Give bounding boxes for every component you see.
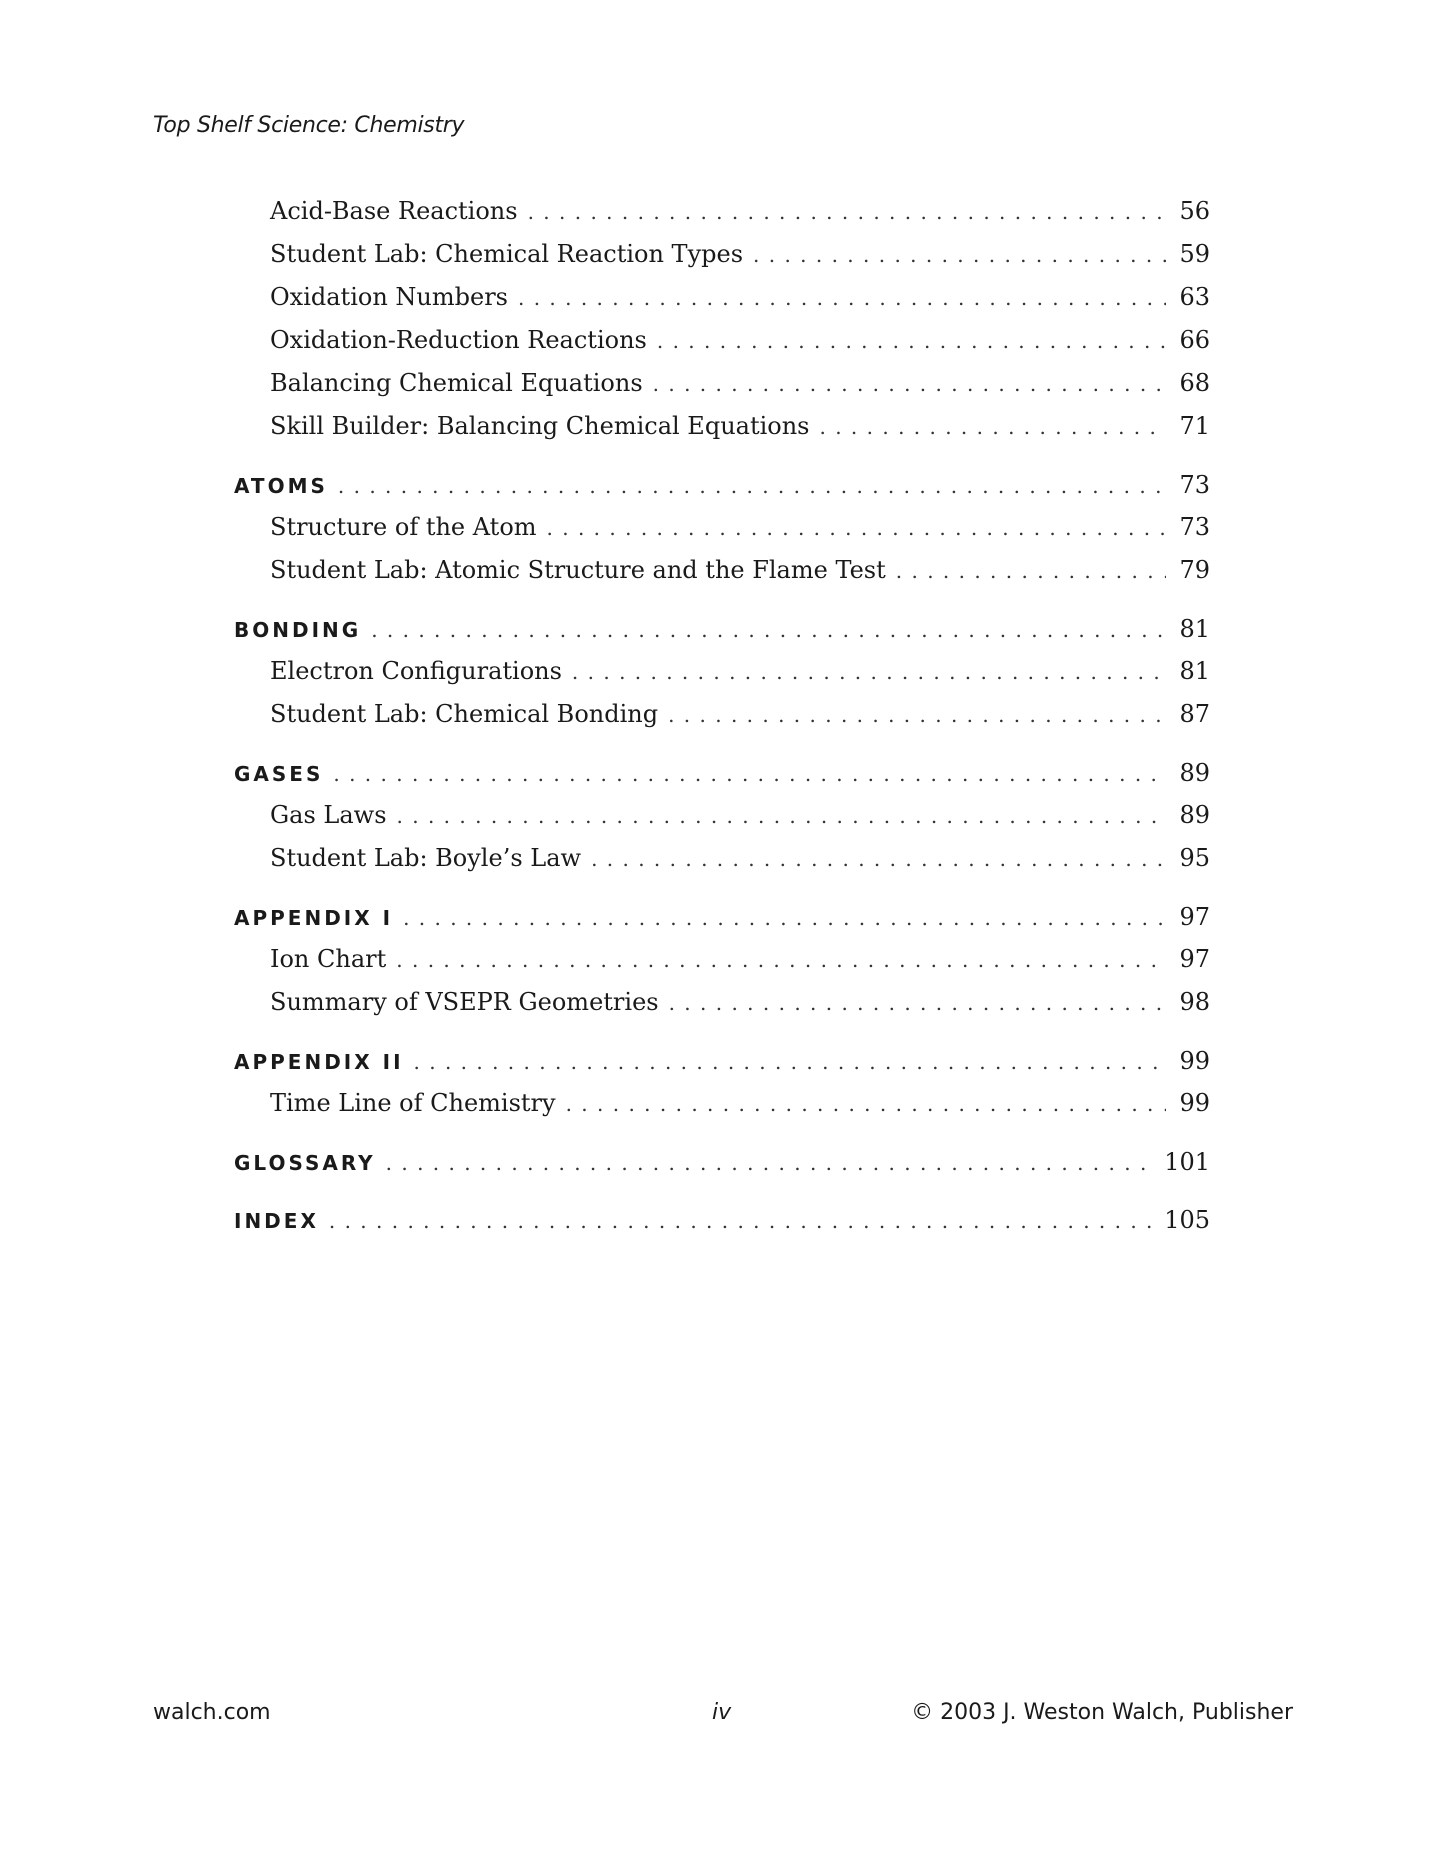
toc-entry-title: ATOMS — [234, 474, 328, 498]
running-head: Top Shelf Science: Chemistry — [153, 113, 465, 138]
toc-entry[interactable] — [234, 405, 1210, 448]
toc-entry-title: Gas Laws — [270, 801, 387, 829]
toc-page-number: 97 — [1179, 945, 1210, 973]
dot-leader — [397, 795, 1166, 838]
footer-page-number: iv — [712, 1700, 732, 1725]
toc-page-number: 89 — [1179, 801, 1210, 829]
dot-leader — [403, 897, 1166, 939]
toc-page-number: 89 — [1179, 759, 1210, 787]
toc-entry-title: BONDING — [234, 618, 362, 642]
dot-leader — [820, 406, 1167, 449]
toc-page-number: 101 — [1164, 1148, 1210, 1176]
toc-entry[interactable] — [234, 837, 1210, 880]
toc-entry-title: Structure of the Atom — [270, 513, 537, 541]
toc-page-number: 68 — [1179, 369, 1210, 397]
footer-copyright: © 2003 J. Weston Walch, Publisher — [911, 1700, 1293, 1725]
dot-leader — [668, 694, 1166, 737]
toc-section — [234, 896, 1210, 1024]
toc-entry-title: Time Line of Chemistry — [270, 1089, 556, 1117]
toc-page-number: 99 — [1179, 1047, 1210, 1075]
toc-entry[interactable] — [234, 506, 1210, 549]
toc-page-number: 81 — [1179, 615, 1210, 643]
toc-section — [234, 1040, 1210, 1125]
toc-section — [234, 190, 1210, 448]
table-of-contents — [234, 190, 1210, 1257]
toc-section-heading[interactable] — [234, 464, 1210, 506]
toc-entry-title: Student Lab: Boyle’s Law — [270, 844, 582, 872]
toc-entry[interactable] — [234, 319, 1210, 362]
toc-entry-title: Student Lab: Atomic Structure and the Flame Test — [270, 556, 886, 584]
toc-section-heading[interactable] — [234, 608, 1210, 650]
dot-leader — [753, 234, 1166, 277]
toc-entry-title: APPENDIX I — [234, 906, 394, 930]
dot-leader — [547, 507, 1166, 550]
dot-leader — [333, 753, 1166, 795]
toc-section-heading[interactable] — [234, 1040, 1210, 1082]
toc-page-number: 95 — [1179, 844, 1210, 872]
toc-page-number: 87 — [1179, 700, 1210, 728]
toc-section — [234, 464, 1210, 592]
toc-section-heading[interactable] — [234, 752, 1210, 794]
toc-entry-title: Student Lab: Chemical Bonding — [270, 700, 659, 728]
footer-website: walch.com — [153, 1700, 271, 1725]
toc-section — [234, 608, 1210, 736]
toc-entry-title: Oxidation Numbers — [270, 283, 508, 311]
toc-page-number: 81 — [1179, 657, 1210, 685]
dot-leader — [669, 982, 1166, 1025]
toc-entry[interactable] — [234, 233, 1210, 276]
toc-entry-title: Acid-Base Reactions — [270, 197, 518, 225]
toc-entry-title: Student Lab: Chemical Reaction Types — [270, 240, 744, 268]
toc-entry-title: Balancing Chemical Equations — [270, 369, 643, 397]
toc-entry[interactable] — [234, 938, 1210, 981]
dot-leader — [518, 277, 1166, 320]
dot-leader — [371, 609, 1166, 651]
toc-page-number: 66 — [1179, 326, 1210, 354]
toc-entry[interactable] — [234, 276, 1210, 319]
toc-section-heading[interactable] — [234, 1141, 1210, 1183]
toc-page-number: 56 — [1179, 197, 1210, 225]
toc-entry[interactable] — [234, 190, 1210, 233]
toc-page-number: 73 — [1179, 513, 1210, 541]
toc-section — [234, 752, 1210, 880]
dot-leader — [338, 465, 1166, 507]
dot-leader — [414, 1041, 1166, 1083]
toc-entry[interactable] — [234, 794, 1210, 837]
dot-leader — [591, 838, 1166, 881]
toc-page-number: 98 — [1179, 988, 1210, 1016]
toc-page-number: 63 — [1179, 283, 1210, 311]
dot-leader — [329, 1200, 1156, 1242]
toc-entry-title: Skill Builder: Balancing Chemical Equations — [270, 412, 810, 440]
dot-leader — [896, 550, 1166, 593]
toc-page-number: 99 — [1179, 1089, 1210, 1117]
toc-entry[interactable] — [234, 1082, 1210, 1125]
toc-entry-title: GASES — [234, 762, 324, 786]
dot-leader — [657, 320, 1166, 363]
toc-entry-title: Summary of VSEPR Geometries — [270, 988, 659, 1016]
toc-entry[interactable] — [234, 549, 1210, 592]
toc-entry[interactable] — [234, 362, 1210, 405]
toc-entry-title: Ion Chart — [270, 945, 387, 973]
dot-leader — [653, 363, 1166, 406]
dot-leader — [528, 191, 1166, 234]
toc-page-number: 97 — [1179, 903, 1210, 931]
dot-leader — [566, 1083, 1166, 1126]
toc-entry[interactable] — [234, 693, 1210, 736]
toc-entry-title: Oxidation-Reduction Reactions — [270, 326, 647, 354]
toc-entry-title: GLOSSARY — [234, 1151, 376, 1175]
toc-page-number: 71 — [1179, 412, 1210, 440]
toc-entry-title: Electron Configurations — [270, 657, 562, 685]
toc-page-number: 59 — [1179, 240, 1210, 268]
toc-entry-title: INDEX — [234, 1209, 319, 1233]
toc-page-number: 105 — [1164, 1206, 1210, 1234]
toc-section — [234, 1141, 1210, 1183]
toc-section-heading[interactable] — [234, 1199, 1210, 1241]
toc-page-number: 79 — [1179, 556, 1210, 584]
toc-entry-title: APPENDIX II — [234, 1050, 404, 1074]
dot-leader — [386, 1142, 1157, 1184]
dot-leader — [572, 651, 1166, 694]
toc-entry[interactable] — [234, 650, 1210, 693]
toc-section-heading[interactable] — [234, 896, 1210, 938]
dot-leader — [396, 939, 1166, 982]
toc-entry[interactable] — [234, 981, 1210, 1024]
toc-section — [234, 1199, 1210, 1241]
toc-page-number: 73 — [1179, 471, 1210, 499]
